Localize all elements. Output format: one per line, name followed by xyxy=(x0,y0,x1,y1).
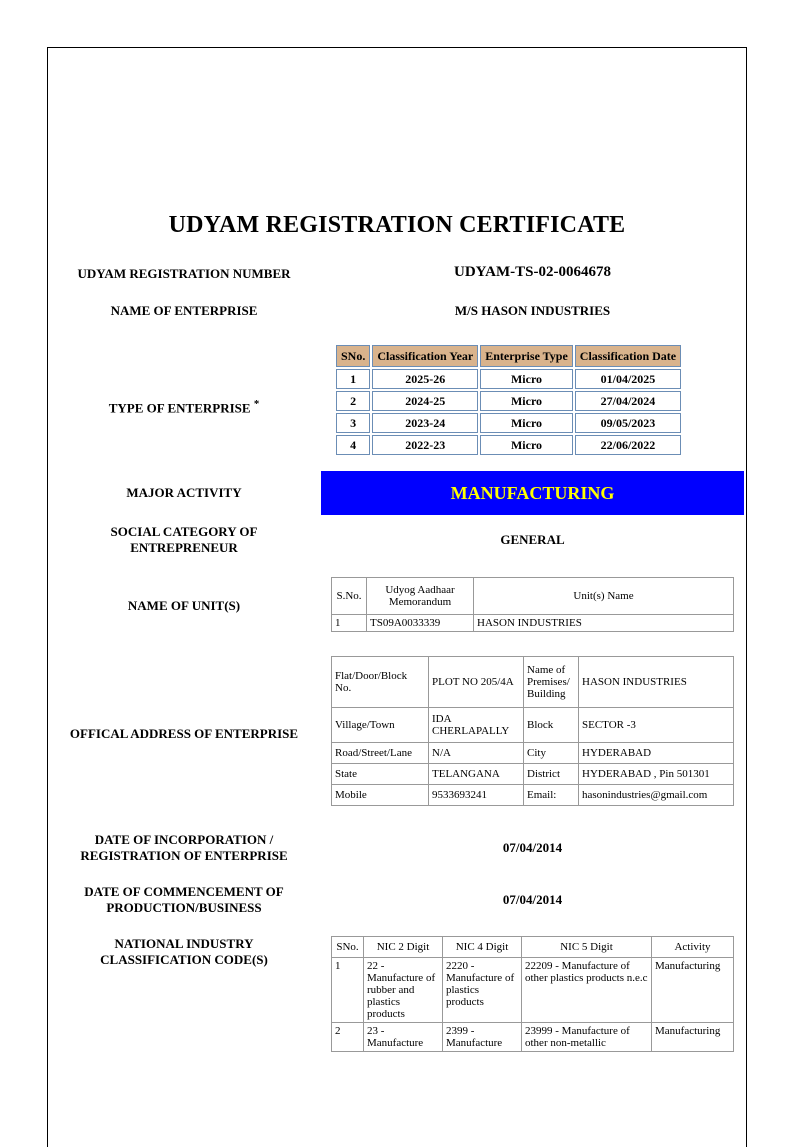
column-header: S.No. xyxy=(332,578,367,615)
table-row xyxy=(332,785,734,806)
commencement-label-line2: PRODUCTION/BUSINESS xyxy=(106,900,262,915)
address-label: OFFICAL ADDRESS OF ENTERPRISE xyxy=(69,726,299,741)
column-header: SNo. xyxy=(336,345,370,367)
table-row xyxy=(332,615,734,632)
column-header: Activity xyxy=(652,937,734,958)
social-category-value: GENERAL xyxy=(500,532,565,547)
table-cell: Micro xyxy=(480,369,573,389)
column-header: Classification Year xyxy=(372,345,478,367)
table-row xyxy=(332,958,734,1023)
village-label: Village/Town xyxy=(332,708,429,743)
commencement-date: 07/04/2014 xyxy=(502,892,563,907)
reg-number-value: UDYAM-TS-02-0064678 xyxy=(454,264,611,280)
classification-header-row xyxy=(336,345,681,367)
premises-label: Name of Premises/ Building xyxy=(524,657,579,708)
certificate-title: UDYAM REGISTRATION CERTIFICATE xyxy=(168,212,626,238)
incorporation-date: 07/04/2014 xyxy=(502,840,563,855)
major-activity-label: MAJOR ACTIVITY xyxy=(126,485,242,500)
table-cell: HASON INDUSTRIES xyxy=(474,615,734,632)
table-cell: 3 xyxy=(336,413,370,433)
city-value: HYDERABAD xyxy=(579,743,734,764)
major-activity-banner: MANUFACTURING xyxy=(321,471,744,515)
city-label: City xyxy=(524,743,579,764)
email-value: hasonindustries@gmail.com xyxy=(579,785,734,806)
enterprise-type-label-text: TYPE OF ENTERPRISE xyxy=(108,400,251,416)
table-cell: 2399 - Manufacture xyxy=(443,1023,522,1052)
table-row xyxy=(336,391,681,411)
nic-label-line1: NATIONAL INDUSTRY xyxy=(114,936,254,951)
block-value: SECTOR -3 xyxy=(579,708,734,743)
table-cell: Micro xyxy=(480,391,573,411)
table-row xyxy=(336,413,681,433)
reg-number-label: UDYAM REGISTRATION NUMBER xyxy=(77,266,291,281)
block-label: Block xyxy=(524,708,579,743)
table-cell: 2023-24 xyxy=(372,413,478,433)
enterprise-type-asterisk: * xyxy=(253,398,260,410)
table-row xyxy=(336,435,681,455)
column-header: SNo. xyxy=(332,937,364,958)
table-cell: Manufacturing xyxy=(652,1023,734,1052)
premises-value: HASON INDUSTRIES xyxy=(579,657,734,708)
table-cell: 1 xyxy=(336,369,370,389)
column-header: NIC 4 Digit xyxy=(443,937,522,958)
enterprise-name-value: M/S HASON INDUSTRIES xyxy=(454,303,611,318)
nic-table xyxy=(331,936,734,1052)
village-value: IDA CHERLAPALLY xyxy=(429,708,524,743)
email-label: Email: xyxy=(524,785,579,806)
social-category-label-line2: ENTREPRENEUR xyxy=(130,540,238,555)
table-cell: 2220 - Manufacture of plastics products xyxy=(443,958,522,1023)
table-cell: 01/04/2025 xyxy=(575,369,681,389)
column-header: NIC 5 Digit xyxy=(522,937,652,958)
column-header: Udyog Aadhaar Memorandum xyxy=(367,578,474,615)
table-cell: 2022-23 xyxy=(372,435,478,455)
nic-header-row xyxy=(332,937,734,958)
state-value: TELANGANA xyxy=(429,764,524,785)
table-cell: 2 xyxy=(332,1023,364,1052)
incorporation-label-line2: REGISTRATION OF ENTERPRISE xyxy=(80,848,288,863)
nic-label-line2: CLASSIFICATION CODE(S) xyxy=(100,952,268,967)
table-cell: 22 - Manufacture of rubber and plastics products xyxy=(364,958,443,1023)
table-cell: 4 xyxy=(336,435,370,455)
enterprise-name-label: NAME OF ENTERPRISE xyxy=(110,303,258,318)
address-table xyxy=(331,656,734,806)
units-label: NAME OF UNIT(S) xyxy=(127,598,241,613)
state-label: State xyxy=(332,764,429,785)
social-category-label-line1: SOCIAL CATEGORY OF xyxy=(110,524,258,539)
flat-label: Flat/Door/Block No. xyxy=(332,657,429,708)
table-cell: 2024-25 xyxy=(372,391,478,411)
column-header: NIC 2 Digit xyxy=(364,937,443,958)
commencement-label-line1: DATE OF COMMENCEMENT OF xyxy=(84,884,284,899)
table-row xyxy=(332,764,734,785)
commencement-label xyxy=(47,884,321,916)
table-cell: TS09A0033339 xyxy=(367,615,474,632)
table-cell: 1 xyxy=(332,615,367,632)
incorporation-label-line1: DATE OF INCORPORATION / xyxy=(94,832,274,847)
table-cell: Micro xyxy=(480,413,573,433)
column-header: Classification Date xyxy=(575,345,681,367)
column-header: Unit(s) Name xyxy=(474,578,734,615)
table-cell: 22209 - Manufacture of other plastics products n.e.c xyxy=(522,958,652,1023)
enterprise-type-label xyxy=(47,396,321,416)
table-row xyxy=(336,369,681,389)
table-row xyxy=(332,1023,734,1052)
road-label: Road/Street/Lane xyxy=(332,743,429,764)
flat-value: PLOT NO 205/4A xyxy=(429,657,524,708)
table-cell: 23 - Manufacture xyxy=(364,1023,443,1052)
column-header: Enterprise Type xyxy=(480,345,573,367)
district-label: District xyxy=(524,764,579,785)
units-header-row xyxy=(332,578,734,615)
nic-label xyxy=(47,936,321,968)
incorporation-label xyxy=(47,832,321,864)
table-cell: 1 xyxy=(332,958,364,1023)
social-category-label xyxy=(47,524,321,556)
table-cell: Manufacturing xyxy=(652,958,734,1023)
table-row xyxy=(332,657,734,708)
classification-table xyxy=(334,343,683,457)
table-cell: Micro xyxy=(480,435,573,455)
table-cell: 27/04/2024 xyxy=(575,391,681,411)
table-cell: 09/05/2023 xyxy=(575,413,681,433)
table-cell: 23999 - Manufacture of other non-metallic xyxy=(522,1023,652,1052)
road-value: N/A xyxy=(429,743,524,764)
units-table xyxy=(331,577,734,632)
table-cell: 2025-26 xyxy=(372,369,478,389)
table-row xyxy=(332,743,734,764)
mobile-value: 9533693241 xyxy=(429,785,524,806)
mobile-label: Mobile xyxy=(332,785,429,806)
table-row xyxy=(332,708,734,743)
table-cell: 2 xyxy=(336,391,370,411)
district-value: HYDERABAD , Pin 501301 xyxy=(579,764,734,785)
table-cell: 22/06/2022 xyxy=(575,435,681,455)
